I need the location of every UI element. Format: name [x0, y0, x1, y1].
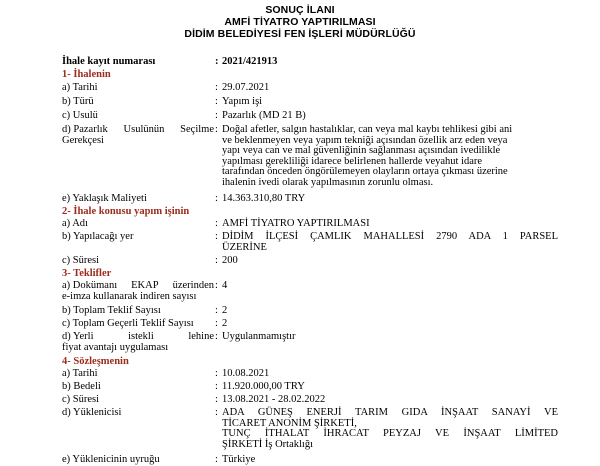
ihale-turu-label: b) Türü	[62, 96, 94, 107]
colon: :	[215, 56, 219, 67]
uyruk-label: e) Yüklenicinin uyruğu	[62, 454, 160, 465]
section-2-title: 2- İhale konusu yapım işinin	[62, 206, 190, 217]
toplam-teklif-value: 2	[222, 305, 228, 316]
yer-line: DİDİM İLÇESİ ÇAMLIK MAHALLESİ 2790 ADA 1 PARSEL	[222, 231, 558, 242]
yuklenici-line: ADA GÜNEŞ ENERJİ TARIM GIDA İNŞAAT SANAYİ VE	[222, 407, 558, 418]
is-adi-label: a) Adı	[62, 218, 88, 229]
ihale-kayit-label: İhale kayıt numarası	[62, 56, 156, 67]
sozlesme-suresi-value: 13.08.2021 - 28.02.2022	[222, 394, 326, 405]
is-suresi-label: c) Süresi	[62, 255, 100, 266]
gerekce-line: tarafından önceden öngörülemeyen olayların ortaya çıkması üzerine	[222, 166, 508, 178]
gerekce-label-part: d) Pazarlık	[62, 124, 108, 135]
gerekce-row	[62, 125, 562, 191]
colon: :	[215, 231, 218, 242]
section-1-title: 1- İhalenin	[62, 69, 111, 80]
colon: :	[215, 407, 218, 418]
sozlesme-tarihi-value: 10.08.2021	[222, 368, 270, 379]
ekap-value: 4	[222, 280, 228, 291]
gerekce-line: ihalenin ivedi olarak yapılmasının zorunlu olması.	[222, 176, 434, 188]
yerli-label-line-2: fiyat avantajı uygulaması	[62, 341, 169, 353]
gecerli-teklif-label: c) Toplam Geçerli Teklif Sayısı	[62, 318, 194, 329]
maliyet-value: 14.363.310,80 TRY	[222, 193, 306, 204]
yerli-value: Uygulanmamıştır	[222, 331, 296, 342]
sozlesme-suresi-label: c) Süresi	[62, 394, 100, 405]
gerekce-label-part: Seçilme	[180, 124, 214, 135]
yuklenici-line: ŞİRKETİ İş Ortaklığı	[222, 438, 313, 450]
colon: :	[215, 82, 218, 93]
is-adi-value: AMFİ TİYATRO YAPTIRILMASI	[222, 218, 370, 229]
gecerli-teklif-value: 2	[222, 318, 228, 329]
gerekce-label-part: Usulünün	[123, 124, 165, 135]
yapilacagi-yer-label: b) Yapılacağı yer	[62, 231, 134, 242]
colon: :	[215, 305, 218, 316]
yuklenici-value	[222, 408, 558, 450]
ihale-usulu-label: c) Usulü	[62, 110, 98, 121]
toplam-teklif-label: b) Toplam Teklif Sayısı	[62, 305, 161, 316]
maliyet-label: e) Yaklaşık Maliyeti	[62, 193, 147, 204]
yerli-label-part: d) Yerli	[62, 331, 94, 342]
colon: :	[215, 110, 218, 121]
yerli-label-line-1	[62, 332, 214, 343]
gerekce-line: Doğal afetler, salgın hastalıklar, can veya mal kaybı tehlikesi gibi ani	[222, 124, 513, 135]
colon: :	[215, 394, 218, 405]
colon: :	[215, 218, 218, 229]
header-line-1: SONUÇ İLANI	[265, 4, 335, 16]
colon: :	[215, 318, 218, 329]
colon: :	[215, 280, 218, 291]
sozlesme-bedeli-label: b) Bedeli	[62, 381, 101, 392]
colon: :	[215, 368, 218, 379]
ekap-label-part: üzerinden	[172, 280, 214, 291]
yuklenici-line: TİCARET ANONİM ŞİRKETİ,	[222, 417, 357, 429]
uyruk-value: Türkiye	[222, 454, 256, 465]
gerekce-value	[222, 125, 558, 189]
yapilacagi-yer-value	[222, 232, 558, 253]
colon: :	[215, 331, 218, 342]
colon: :	[215, 381, 218, 392]
colon: :	[215, 255, 218, 266]
gerekce-line: ve beklenmeyen veya yapım tekniği açısından özellik arz eden veya	[222, 134, 508, 146]
yer-line: ÜZERİNE	[222, 241, 267, 253]
yerli-avantaj-row	[62, 332, 562, 354]
sozlesme-bedeli-value: 11.920.000,00 TRY	[222, 381, 305, 392]
yapilacagi-yer-row	[62, 232, 562, 254]
yuklenici-row	[62, 408, 562, 452]
ihale-tarihi-value: 29.07.2021	[222, 82, 270, 93]
header-line-2: AMFİ TİYATRO YAPTIRILMASI	[224, 16, 376, 28]
gerekce-label-line-1	[62, 125, 214, 136]
gerekce-line: yapı veya can ve mal güvenliğinin sağlanması açısından ivedilikle	[222, 145, 501, 157]
ihale-tarihi-label: a) Tarihi	[62, 82, 98, 93]
is-suresi-value: 200	[222, 255, 238, 266]
colon: :	[215, 193, 218, 204]
ihale-kayit-value: 2021/421913	[222, 56, 278, 67]
ekap-label-line-1	[62, 281, 214, 292]
colon: :	[215, 124, 218, 135]
gerekce-label-line-2: Gerekçesi	[62, 134, 104, 146]
ihale-turu-value: Yapım işi	[222, 96, 263, 107]
yerli-label-part: lehine	[188, 331, 214, 342]
ekap-label-part: EKAP	[131, 280, 159, 291]
section-3-title: 3- Teklifler	[62, 268, 112, 279]
ekap-row	[62, 281, 562, 303]
section-4-title: 4- Sözleşmenin	[62, 356, 129, 367]
yuklenici-line: TUNÇ İTHALAT İHRACAT PEYZAJ VE İNŞAAT LİMİTED	[222, 428, 558, 440]
yuklenici-label: d) Yüklenicisi	[62, 407, 122, 418]
colon: :	[215, 96, 218, 107]
gerekce-line: yapılması gerekliliği idarece belirlenen hallerde veyahut idare	[222, 155, 483, 167]
header-line-3: DİDİM BELEDİYESİ FEN İŞLERİ MÜDÜRLÜĞÜ	[184, 28, 416, 40]
ekap-label-line-2: e-imza kullanarak indiren sayısı	[62, 290, 197, 302]
ekap-label-part: a) Dokümanı	[62, 280, 118, 291]
yerli-label-part: istekli	[128, 331, 154, 342]
sozlesme-tarihi-label: a) Tarihi	[62, 368, 98, 379]
colon: :	[215, 454, 218, 465]
ihale-usulu-value: Pazarlık (MD 21 B)	[222, 110, 306, 121]
